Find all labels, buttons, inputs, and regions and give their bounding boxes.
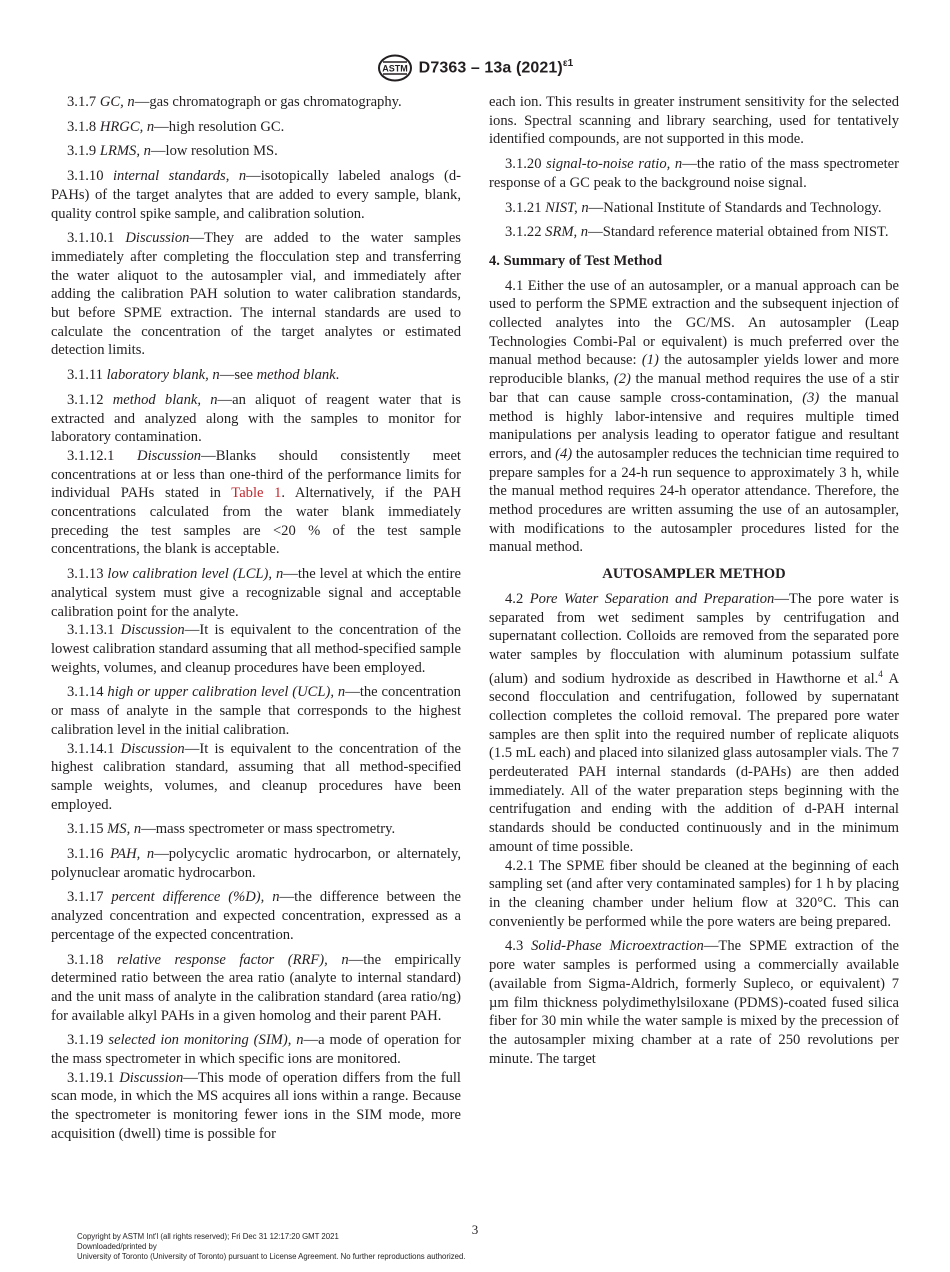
astm-logo-icon bbox=[377, 54, 413, 82]
definition-3-1-8: 3.1.8 HRGC, n—high resolution GC. bbox=[67, 118, 285, 135]
paragraph-4-1: 4.1 Either the use of an autosampler, or a manual approach can be used to perform the SPME extraction and the subsequent injection of collected analytes into the GC/MS. An autosampler (Leap Technologies Combi-Pal or equivalent) is much preferred over the manual method because: (1) the autosampler yields lower and more reproducible blanks, (2) the manual method requires the use of a stir bar that can cause sample cross-contamination, (3) the manual method is highly labor-intensive and requires multiple timed manipulations per analysis leading to operator fatigue and resultant errors, and (4) the autosampler reduces the technician time required to prepare samples for a 24-h run sequence to approximately 3 h, while the manual method requires 24-h operator attendance. Therefore, the method procedures are written assuming the use of an autosampler, with modifications to the autosampler procedures listed for the manual method. bbox=[489, 277, 900, 556]
right-column bbox=[489, 93, 899, 1068]
copyright-footer bbox=[77, 1232, 877, 1262]
table-1-link[interactable]: Table 1 bbox=[231, 485, 282, 502]
document-designation: D7363 – 13a $(2021)^{\varepsilon 1}$ bbox=[418, 58, 574, 77]
definition-3-1-7: 3.1.7 GC, n—gas chromatograph or gas chromatography. bbox=[67, 94, 402, 110]
page-header bbox=[0, 54, 950, 82]
definition-3-1-20: 3.1.20 signal-to-noise ratio, n—the ratio of the mass spectrometer response of a GC peak to the background noise signal. bbox=[489, 156, 900, 191]
discussion-3-1-13-1: 3.1.13.1 Discussion—It is equivalent to the concentration of the lowest calibration standard assuming that all method-specified sample weights, volumes, and cleanup procedures have been employed. bbox=[51, 622, 461, 676]
discussion-3-1-14-1: 3.1.14.1 Discussion—It is equivalent to the concentration of the highest calibration standard, assuming that all method-specified sample weights, volumes, and cleanup procedures have been employed. bbox=[51, 740, 461, 813]
footer-copyright-line: Copyright by ASTM Int'l (all rights reserved); Fri Dec 31 12:17:20 GMT 2021 bbox=[77, 1232, 339, 1241]
definition-3-1-15: 3.1.15 MS, n—mass spectrometer or mass spectrometry. bbox=[67, 821, 396, 838]
section-4-heading: 4. Summary of Test Method bbox=[489, 252, 663, 269]
definition-3-1-11: 3.1.11 laboratory blank, n—see method blank. bbox=[67, 367, 340, 384]
footnote-ref-4[interactable]: 4 bbox=[878, 668, 883, 679]
definition-3-1-13: 3.1.13 low calibration level (LCL), n—the level at which the entire analytical system must give a recognizable signal and acceptable calibration point for the analyte. bbox=[51, 566, 461, 620]
paragraph-4-2-1: 4.2.1 The SPME fiber should be cleaned at the beginning of each sampling set (and after very contaminated samples) for 1 h by placing in the cleaning chamber under helium flow at 320°C. This can conveniently be performed while the pore waters are being prepared. bbox=[489, 857, 899, 930]
discussion-continuation: each ion. This results in greater instrument sensitivity for the selected ions. Spectral scanning and library searching, used for tentatively identified compounds, are not supported in this mode. bbox=[489, 94, 899, 148]
definition-3-1-18: 3.1.18 relative response factor (RRF), n—the empirically determined ratio between the area ratio (analyte to internal standard) and the unit mass of analyte in the calibration standard (area ratio/ng) for available alkyl PAHs in a given homolog and their parent PAH. bbox=[51, 951, 462, 1024]
logo-lettering: ASTM bbox=[381, 63, 408, 74]
definition-3-1-21: 3.1.21 NIST, n—National Institute of Standards and Technology. bbox=[505, 199, 882, 216]
definition-3-1-12: 3.1.12 method blank, n—an aliquot of reagent water that is extracted and analyzed along with the samples to monitor for laboratory contamination. bbox=[51, 391, 461, 446]
page-number: 3 bbox=[471, 1222, 479, 1237]
definition-3-1-10: 3.1.10 internal standards, n—isotopically labeled analogs (d-PAHs) of the target analytes that are added to every sample, blank, quality control spike sample, and calibration solution. bbox=[51, 168, 461, 222]
discussion-3-1-10-1: 3.1.10.1 Discussion—They are added to the water samples immediately after completing the flocculation step and transferring the water aliquot to the autosampler vial, and immediately after adding the calibration PAH solution to water calibration standards, but before SPME extraction. The internal standards are used to calculate the concentration of the target analytes or estimated detection limits. bbox=[51, 230, 461, 359]
designation-superscript: ε1 bbox=[562, 58, 574, 70]
discussion-3-1-19-1: 3.1.19.1 Discussion—This mode of operation differs from the full scan mode, in which the MS acquires all ions within a range. Because the spectrometer is monitoring fewer ions in the SIM mode, more acquisition (dwell) time is possible for bbox=[51, 1069, 461, 1142]
definition-3-1-16: 3.1.16 PAH, n—polycyclic aromatic hydrocarbon, or alternately, polynuclear aromatic hydrocarbon. bbox=[51, 846, 461, 881]
autosampler-method-heading: AUTOSAMPLER METHOD bbox=[602, 566, 786, 583]
definition-3-1-9: 3.1.9 LRMS, n—low resolution MS. bbox=[67, 143, 278, 160]
definition-3-1-14: 3.1.14 high or upper calibration level (UCL), n—the concentration or mass of analyte in the sample that corresponds to the highest calibration level in the initial calibration. bbox=[51, 684, 461, 738]
paragraph-4-2: 4.2 Pore Water Separation and Preparation—The pore water is separated from wet sediment samples by centrifugation and supernatant collection. Colloids are removed from the separated pore water samples by flocculation with aluminum potassium sulfate (alum) and sodium hydroxide as described in Hawthorne et al.$^4$ A second flocculation and centrifugation, followed by supernatant collection completes the colloid removal. The prepared pore water samples are then split into the required number of replicate aliquots (1.5 mL each) and placed into silanized glass autosampler vials. The 7 perdeuterated PAH internal standards (d-PAHs) are then added immediately. All of the water preparation steps beginning with the centrifugation and ending with the addition of d-PAH internal standards should be conducted continuously and in the minimum amount of time possible. bbox=[489, 590, 899, 855]
discussion-3-1-12-1: 3.1.12.1 Discussion—Blanks should consistently meet concentrations at or less than one-third of the performance limits for individual PAHs stated in Table 1. Alternatively, if the PAH concentrations calculated from the water blank immediately preceding the test samples are <20 % of the test sample concentrations, the blank is acceptable. bbox=[51, 447, 462, 558]
footer-download-line: Downloaded/printed by bbox=[77, 1242, 157, 1251]
paragraph-4-3: 4.3 Solid-Phase Microextraction—The SPME extraction of the pore water samples is performed using a commercially available (available from Sigma-Aldrich, formerly Supleco, or equivalent) 7 µm film thickness polydimethylsiloxane (PDMS)-coated fused silica fiber for 30 min while the water sample is mixed by the precession of the autosampler mixing chamber at a rate of 250 revolutions per minute. The target bbox=[489, 938, 899, 1067]
definition-3-1-17: 3.1.17 percent difference (%D), n—the difference between the analyzed concentration and expected concentration, expressed as a percentage of the expected concentration. bbox=[51, 889, 461, 943]
definition-3-1-19: 3.1.19 selected ion monitoring (SIM), n—a mode of operation for the mass spectrometer in which specific ions are monitored. bbox=[51, 1032, 461, 1068]
footer-license-line: University of Toronto (University of Toronto) pursuant to License Agreement. No further reproductions authorized. bbox=[77, 1252, 466, 1261]
left-column bbox=[51, 93, 461, 1144]
definition-3-1-22: 3.1.22 SRM, n—Standard reference material obtained from NIST. bbox=[505, 224, 889, 241]
